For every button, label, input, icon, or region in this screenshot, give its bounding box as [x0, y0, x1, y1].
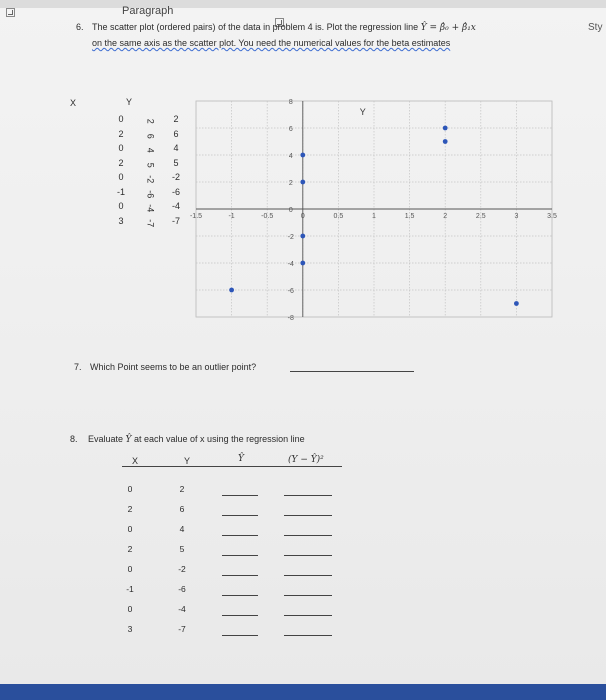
eval-col-squared-residual: (Y − Ŷ)²	[288, 455, 324, 465]
eval-residual-squared-blank[interactable]	[284, 575, 332, 576]
eval-residual-squared-blank[interactable]	[284, 515, 332, 516]
data-y-cell: 5	[173, 157, 179, 168]
ribbon-strip	[0, 0, 606, 8]
data-x-cell: 0	[118, 201, 124, 211]
data-y-cell: -6	[171, 186, 180, 197]
data-x-cell: 2	[118, 128, 124, 139]
data-point	[300, 180, 305, 185]
eval-yhat-blank[interactable]	[222, 635, 258, 636]
data-y-cell: 4	[173, 143, 179, 153]
chart-y-tick-label: 8	[288, 99, 293, 106]
data-y-cell: -2	[171, 172, 180, 182]
eval-y-value: 6	[179, 504, 185, 514]
problem8-yhat: Ŷ	[125, 435, 132, 445]
styles-label: Sty	[588, 22, 603, 33]
data-table-y-column-rotated	[140, 114, 156, 230]
taskbar-strip	[0, 684, 606, 700]
problem6-line1-b: of the data in problem 4 is. Plot the regression line	[218, 22, 419, 32]
problem8-instruction	[88, 434, 305, 445]
eval-y-value: 4	[179, 524, 185, 534]
data-y-rotated-cell: -2	[145, 175, 156, 184]
data-y-cell: -4	[171, 201, 180, 211]
eval-residual-squared-blank[interactable]	[284, 495, 332, 496]
problem6-number: 6.	[76, 22, 84, 32]
data-x-cell: 0	[118, 172, 124, 182]
eval-y-value: 5	[179, 544, 185, 554]
data-x-cell: 2	[118, 157, 124, 168]
eval-yhat-blank[interactable]	[222, 595, 258, 596]
data-x-cell: 0	[118, 114, 124, 124]
data-point	[443, 126, 448, 131]
eval-y-value: -6	[178, 584, 186, 594]
eval-yhat-blank[interactable]	[222, 615, 258, 616]
data-table-header-y: Y	[126, 97, 133, 107]
eval-x-value: -1	[126, 584, 134, 594]
data-y-cell: 6	[173, 128, 179, 139]
eval-x-value: 0	[127, 524, 133, 534]
eval-y-value: -4	[178, 604, 186, 614]
data-y-rotated-cell: -7	[145, 218, 156, 227]
eval-x-value: 3	[127, 624, 133, 634]
data-y-rotated-cell: 4	[145, 147, 156, 153]
eval-residual-squared-blank[interactable]	[284, 615, 332, 616]
problem6-line2	[92, 38, 450, 48]
problem6-line1-a: The scatter plot (ordered pairs)	[92, 22, 216, 32]
eval-residual-squared-blank[interactable]	[284, 635, 332, 636]
data-y-rotated-cell: 5	[145, 162, 156, 168]
eval-row	[0, 564, 606, 578]
chart-x-tick-label: -1.5	[190, 213, 203, 220]
eval-x-value: 0	[127, 484, 133, 494]
eval-row	[0, 604, 606, 618]
data-point	[300, 234, 305, 239]
scatter-chart	[190, 95, 560, 325]
chart-y-tick-label: -4	[287, 261, 294, 268]
data-table-x-column	[113, 114, 129, 230]
eval-residual-squared-blank[interactable]	[284, 595, 332, 596]
chart-x-tick-label: 2.5	[475, 213, 486, 220]
eval-yhat-blank[interactable]	[222, 575, 258, 576]
data-table-header-x: X	[70, 98, 77, 108]
data-x-cell: 0	[118, 143, 124, 153]
data-y-cell: -7	[171, 215, 180, 226]
eval-yhat-blank[interactable]	[222, 495, 258, 496]
data-y-rotated-cell: 6	[145, 133, 156, 139]
chart-ticks	[190, 99, 557, 322]
problem8-text-a: Evaluate	[88, 434, 124, 444]
eval-x-value: 2	[127, 504, 133, 514]
eval-yhat-blank[interactable]	[222, 535, 258, 536]
data-y-rotated-cell: -4	[145, 204, 156, 213]
eval-yhat-blank[interactable]	[222, 515, 258, 516]
eval-residual-squared-blank[interactable]	[284, 555, 332, 556]
eval-row	[0, 524, 606, 538]
problem8-text-b: at each value of x using the regression line	[134, 434, 305, 444]
problem8-number: 8.	[70, 434, 78, 444]
chart-y-tick-label: -2	[287, 234, 294, 241]
chart-y-tick-label: -8	[287, 315, 294, 322]
problem7-number: 7.	[74, 362, 82, 372]
regression-equation: Ŷ = β̂₀ + β̂₁x	[420, 23, 476, 33]
chart-y-tick-label: 2	[288, 180, 293, 187]
chart-x-tick-label: -0.5	[261, 213, 274, 220]
chart-x-tick-label: -1	[228, 213, 235, 220]
eval-y-value: -2	[178, 564, 186, 574]
eval-row	[0, 584, 606, 598]
chart-x-tick-label: 3.5	[547, 213, 557, 220]
paragraph-dialog-launcher-icon[interactable]	[6, 8, 15, 17]
data-point	[300, 153, 305, 158]
chart-x-tick-label: 2	[443, 213, 448, 220]
eval-header-rule	[122, 466, 342, 467]
eval-y-value: -7	[178, 624, 186, 634]
problem6-line2-text: on the same axis as the scatter plot. You need the numerical values for the beta estimates	[92, 38, 451, 48]
data-table-y-column	[168, 114, 184, 230]
eval-col-x: X	[132, 456, 139, 466]
problem6-line1	[92, 22, 476, 33]
chart-y-tick-label: 4	[288, 153, 293, 160]
data-y-rotated-cell: 2	[145, 118, 156, 124]
eval-row	[0, 624, 606, 638]
data-y-rotated-cell: -6	[145, 189, 156, 198]
eval-x-value: 0	[127, 604, 133, 614]
data-point	[229, 288, 234, 293]
data-x-cell: 3	[118, 215, 124, 226]
chart-x-tick-label: 0.5	[333, 213, 344, 220]
chart-x-tick-label: 1	[372, 213, 376, 220]
eval-y-value: 2	[179, 484, 185, 494]
problem7-answer-blank[interactable]	[290, 371, 414, 372]
chart-y-tick-label: 6	[288, 126, 293, 133]
data-point	[443, 139, 448, 144]
chart-y-axis-label: Y	[359, 107, 366, 117]
chart-x-tick-label: 3	[514, 213, 519, 220]
data-y-cell: 2	[173, 114, 179, 124]
eval-col-yhat: Ŷ	[238, 454, 244, 464]
eval-x-value: 0	[127, 564, 133, 574]
chart-x-tick-label: 1.5	[404, 213, 415, 220]
ribbon-group-label: Paragraph	[122, 5, 174, 17]
data-x-cell: -1	[116, 186, 125, 197]
eval-col-y: Y	[184, 456, 191, 466]
eval-x-value: 2	[127, 544, 133, 554]
data-point	[300, 261, 305, 266]
chart-y-tick-label: 0	[288, 207, 293, 214]
eval-row	[0, 504, 606, 518]
eval-row	[0, 484, 606, 498]
eval-residual-squared-blank[interactable]	[284, 535, 332, 536]
eval-yhat-blank[interactable]	[222, 555, 258, 556]
chart-y-tick-label: -6	[287, 288, 294, 295]
problem7-question: Which Point seems to be an outlier point?	[90, 362, 257, 372]
eval-row	[0, 544, 606, 558]
data-point	[514, 301, 519, 306]
chart-x-tick-label: 0	[300, 213, 305, 220]
